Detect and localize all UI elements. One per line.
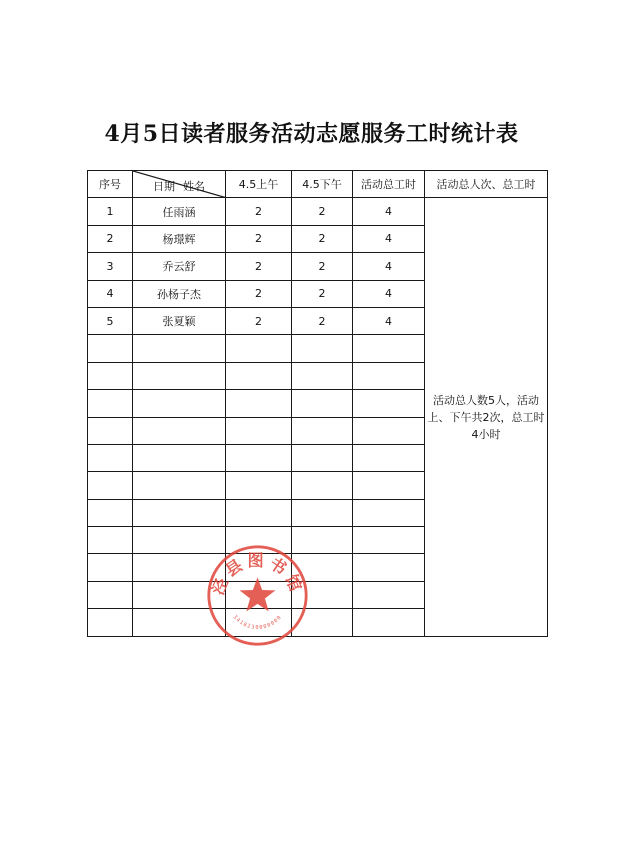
header-total-hours: 活动总工时 (353, 171, 425, 198)
empty-cell (88, 390, 133, 417)
header-date: 日期 (153, 180, 175, 193)
row-afternoon: 2 (292, 225, 353, 252)
empty-cell (88, 417, 133, 444)
empty-cell (292, 335, 353, 362)
summary-cell: 活动总人数5人，活动上、下午共2次，总工时4小时 (425, 198, 548, 636)
row-afternoon: 2 (292, 307, 353, 334)
diagonal-divider (133, 171, 225, 197)
empty-cell (353, 581, 425, 608)
row-index: 1 (88, 198, 133, 225)
empty-cell (88, 444, 133, 471)
row-morning: 2 (226, 307, 292, 334)
empty-cell (133, 499, 226, 526)
empty-cell (88, 335, 133, 362)
volunteer-hours-table (87, 170, 548, 637)
row-morning: 2 (226, 198, 292, 225)
row-name: 孙杨子杰 (133, 280, 226, 307)
row-index: 4 (88, 280, 133, 307)
empty-cell (133, 417, 226, 444)
header-name: 姓名 (183, 180, 205, 193)
empty-cell (353, 335, 425, 362)
empty-cell (88, 609, 133, 636)
header-afternoon: 4.5下午 (292, 171, 353, 198)
row-morning: 2 (226, 253, 292, 280)
header-morning: 4.5上午 (226, 171, 292, 198)
empty-cell (133, 362, 226, 389)
empty-cell (353, 444, 425, 471)
row-afternoon: 2 (292, 280, 353, 307)
row-total: 4 (353, 225, 425, 252)
empty-cell (292, 472, 353, 499)
row-total: 4 (353, 307, 425, 334)
row-total: 4 (353, 198, 425, 225)
empty-cell (353, 362, 425, 389)
row-morning: 2 (226, 280, 292, 307)
empty-cell (133, 390, 226, 417)
official-seal (205, 543, 310, 648)
empty-cell (353, 527, 425, 554)
empty-cell (226, 472, 292, 499)
empty-cell (88, 527, 133, 554)
empty-cell (292, 444, 353, 471)
row-afternoon: 2 (292, 198, 353, 225)
empty-cell (353, 417, 425, 444)
table-row (88, 198, 548, 225)
row-name: 乔云舒 (133, 253, 226, 280)
empty-cell (226, 417, 292, 444)
table-header-row (88, 171, 548, 198)
header-summary: 活动总人次、总工时 (425, 171, 548, 198)
empty-cell (292, 499, 353, 526)
empty-cell (353, 609, 425, 636)
empty-cell (226, 444, 292, 471)
empty-cell (226, 390, 292, 417)
empty-cell (353, 554, 425, 581)
row-index: 3 (88, 253, 133, 280)
empty-cell (133, 444, 226, 471)
row-name: 任雨涵 (133, 198, 226, 225)
empty-cell (88, 362, 133, 389)
empty-cell (133, 472, 226, 499)
header-date-name (133, 171, 226, 198)
page-title: 4月5日读者服务活动志愿服务工时统计表 (104, 121, 519, 147)
star-icon (240, 577, 276, 611)
row-name: 杨璟辉 (133, 225, 226, 252)
seal-serial: 3418230000000 (231, 614, 284, 631)
empty-cell (292, 362, 353, 389)
empty-cell (292, 417, 353, 444)
empty-cell (226, 335, 292, 362)
empty-cell (88, 472, 133, 499)
empty-cell (88, 499, 133, 526)
row-index: 2 (88, 225, 133, 252)
header-index: 序号 (88, 171, 133, 198)
empty-cell (353, 499, 425, 526)
row-total: 4 (353, 280, 425, 307)
empty-cell (226, 362, 292, 389)
empty-cell (353, 390, 425, 417)
row-total: 4 (353, 253, 425, 280)
empty-cell (226, 499, 292, 526)
empty-cell (88, 554, 133, 581)
empty-cell (292, 390, 353, 417)
seal-text: 泾县图书馆 (208, 550, 307, 598)
empty-cell (133, 335, 226, 362)
row-index: 5 (88, 307, 133, 334)
row-morning: 2 (226, 225, 292, 252)
empty-cell (353, 472, 425, 499)
empty-cell (88, 581, 133, 608)
row-afternoon: 2 (292, 253, 353, 280)
row-name: 张夏颖 (133, 307, 226, 334)
